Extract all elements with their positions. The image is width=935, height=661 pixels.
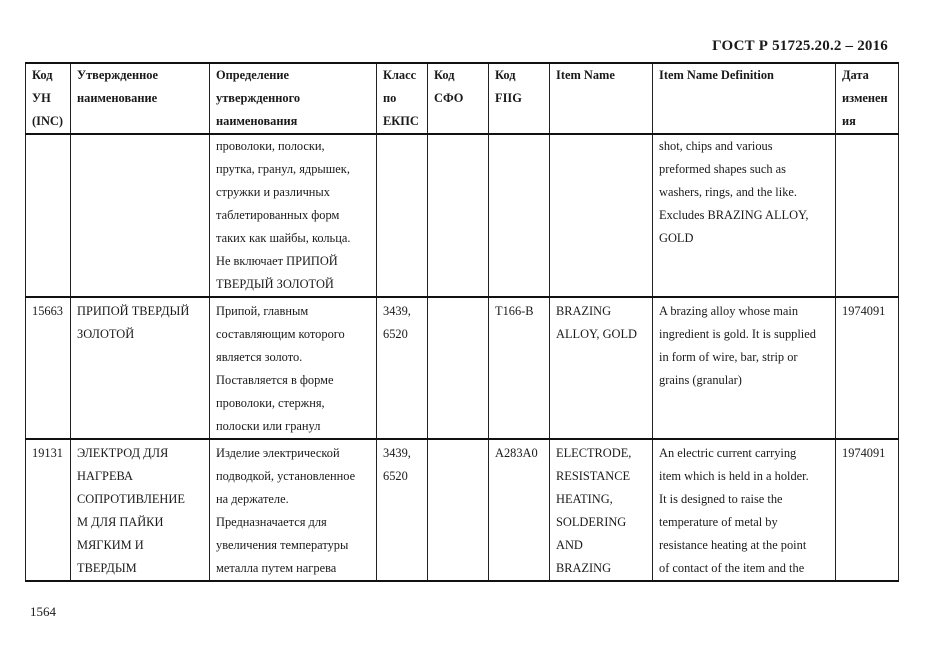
cell-date: 1974091 [836,297,899,439]
cell-code: 15663 [26,297,71,439]
table-row [26,439,899,581]
header-approved-name: Утвержденное наименование [71,63,210,134]
cell-item-definition: A brazing alloy whose main ingredient is gold. It is supplied in form of wire, bar, strip or grains (granular) [653,297,836,439]
cell-class: 3439, 6520 [377,439,428,581]
classification-table [25,62,899,582]
cell-fiig: A283A0 [489,439,550,581]
header-inc-code: Код УН (INC) [26,63,71,134]
cell-definition-ru: проволоки, полоски, прутка, гранул, ядрышек, стружки и различных таблетированных форм таких как шайбы, кольца. Не включает ПРИПОЙ ТВЕРДЫЙ ЗОЛОТОЙ [210,134,377,297]
header-change-date: Дата изменен ия [836,63,899,134]
cell-item-definition: An electric current carrying item which is held in a holder. It is designed to raise the temperature of metal by resistance heating at the point of contact of the item and the [653,439,836,581]
cell-sfo [428,134,489,297]
table-header-row [26,63,899,134]
cell-name-ru: ЭЛЕКТРОД ДЛЯ НАГРЕВА СОПРОТИВЛЕНИЕ М ДЛЯ ПАЙКИ МЯГКИМ И ТВЕРДЫМ [71,439,210,581]
header-name-definition: Определение утвержденного наименования [210,63,377,134]
cell-date [836,134,899,297]
header-item-name: Item Name [550,63,653,134]
cell-class: 3439, 6520 [377,297,428,439]
cell-class [377,134,428,297]
standard-header: ГОСТ Р 51725.20.2 – 2016 [712,38,888,54]
cell-date: 1974091 [836,439,899,581]
cell-definition-ru: Изделие электрической подводкой, установленное на держателе. Предназначается для увеличения температуры металла путем нагрева [210,439,377,581]
header-sfo-code: Код СФО [428,63,489,134]
header-ekps-class: Класс по ЕКПС [377,63,428,134]
cell-item-definition: shot, chips and various preformed shapes such as washers, rings, and the like. Excludes BRAZING ALLOY, GOLD [653,134,836,297]
cell-definition-ru: Припой, главным составляющим которого является золото. Поставляется в форме проволоки, стержня, полоски или гранул [210,297,377,439]
cell-sfo [428,297,489,439]
cell-fiig [489,134,550,297]
cell-sfo [428,439,489,581]
cell-fiig: T166-B [489,297,550,439]
header-item-name-definition: Item Name Definition [653,63,836,134]
cell-code: 19131 [26,439,71,581]
table-row [26,297,899,439]
cell-code [26,134,71,297]
cell-name-ru [71,134,210,297]
table-row [26,134,899,297]
cell-name-ru: ПРИПОЙ ТВЕРДЫЙ ЗОЛОТОЙ [71,297,210,439]
header-fiig-code: Код FIIG [489,63,550,134]
cell-item-name: BRAZING ALLOY, GOLD [550,297,653,439]
cell-item-name: ELECTRODE, RESISTANCE HEATING, SOLDERING AND BRAZING [550,439,653,581]
cell-item-name [550,134,653,297]
page-number: 1564 [30,604,56,619]
